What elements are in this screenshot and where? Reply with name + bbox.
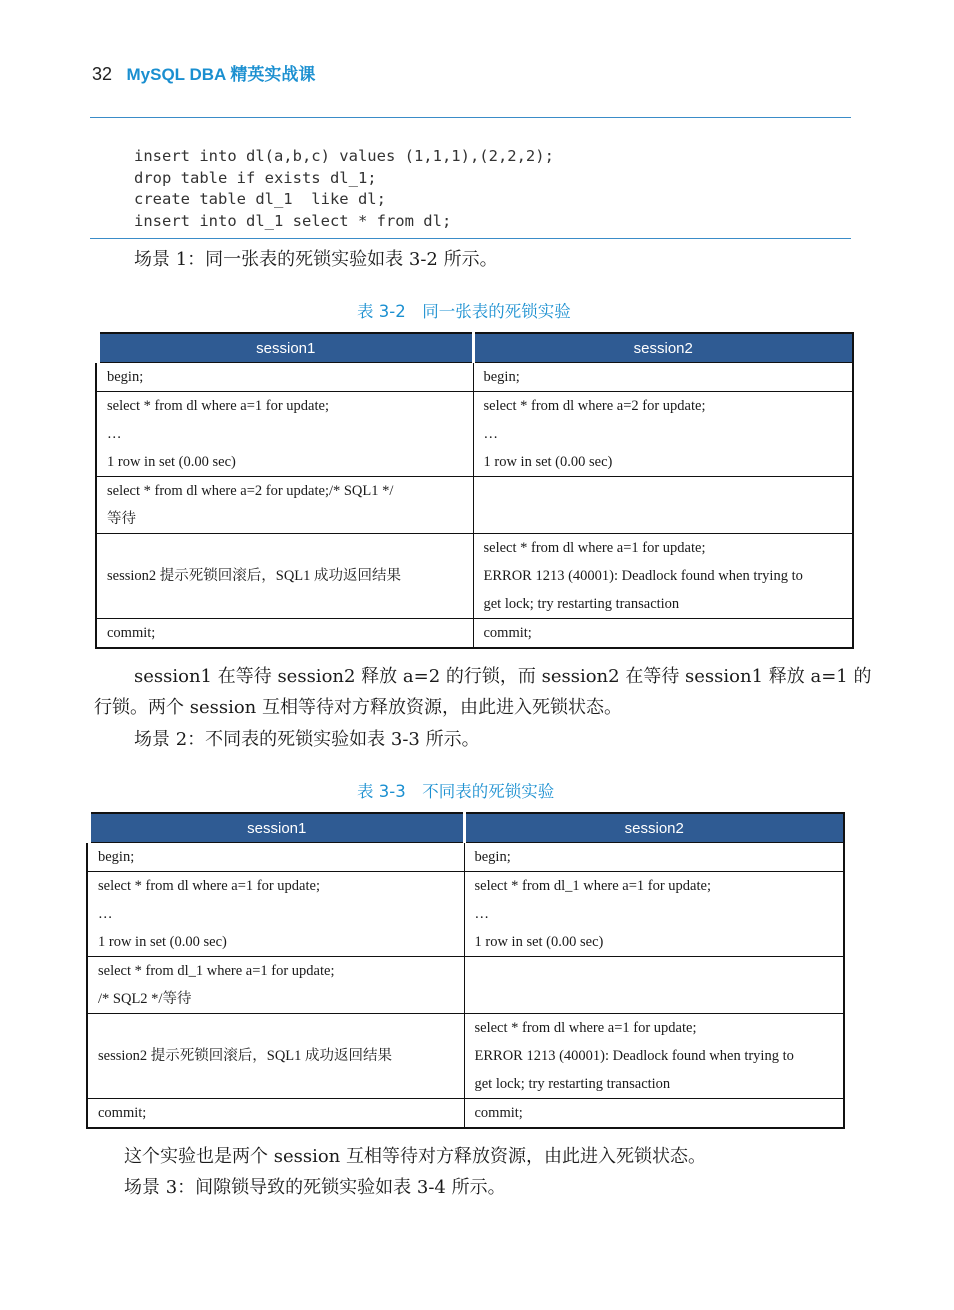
session2-cell (464, 843, 844, 872)
code-line: insert into dl(a,b,c) values (1,1,1),(2,2,2); (134, 147, 554, 165)
column-header: session2 (473, 333, 853, 363)
session1-cell (96, 534, 473, 619)
cell-line: … (483, 426, 498, 442)
session1-cell (87, 872, 464, 957)
cell-line: … (107, 426, 122, 442)
session1-cell (87, 1099, 464, 1129)
cell-line: 1 row in set (0.00 sec) (98, 934, 227, 950)
cell-line: begin; (483, 369, 520, 385)
table-row (96, 392, 853, 477)
cell-line: 1 row in set (0.00 sec) (107, 454, 236, 470)
session2-cell (473, 619, 853, 649)
page-number: 32 (92, 64, 113, 84)
cell-line: select * from dl where a=1 for update; (107, 398, 329, 414)
cell-line: commit; (98, 1105, 147, 1121)
cell-line: session2 提示死锁回滚后，SQL1 成功返回结果 (107, 568, 402, 584)
cell-line: /* SQL2 */等待 (98, 991, 192, 1007)
cell-line: select * from dl where a=1 for update; (483, 540, 706, 556)
analysis-line-1: session1 在等待 session2 释放 a=2 的行锁，而 session2 在等待 session1 释放 a=1 的 (134, 666, 872, 687)
cell-line: select * from dl where a=1 for update; (474, 1020, 697, 1036)
session1-cell (87, 1014, 464, 1099)
table-row (87, 843, 844, 872)
table-row (87, 1014, 844, 1099)
deadlock-table-same (92, 332, 854, 649)
table-row (96, 619, 853, 649)
column-header: session1 (96, 333, 473, 363)
cell-line: ERROR 1213 (40001): Deadlock found when trying to (474, 1048, 794, 1064)
cell-line: select * from dl where a=1 for update; (98, 878, 320, 894)
code-bottom-rule (90, 238, 851, 239)
code-top-rule (90, 117, 851, 118)
cell-line: ERROR 1213 (40001): Deadlock found when trying to (483, 568, 803, 584)
session2-cell (464, 1099, 844, 1129)
deadlock-table-different (83, 812, 845, 1129)
session2-cell (464, 872, 844, 957)
cell-line: begin; (98, 849, 135, 865)
conclusion-line: 这个实验也是两个 session 互相等待对方释放资源，由此进入死锁状态。 (124, 1146, 706, 1167)
cell-line: … (98, 906, 113, 922)
session1-cell (96, 392, 473, 477)
book-title: MySQL DBA 精英实战课 (126, 65, 316, 84)
session2-cell (473, 534, 853, 619)
session1-cell (87, 843, 464, 872)
table-row (87, 872, 844, 957)
scene1-intro: 场景 1：同一张表的死锁实验如表 3-2 所示。 (134, 249, 498, 270)
cell-line: session2 提示死锁回滚后，SQL1 成功返回结果 (98, 1048, 393, 1064)
session2-cell (464, 1014, 844, 1099)
session1-cell (96, 477, 473, 534)
table-row (96, 363, 853, 392)
analysis-line-2: 行锁。两个 session 互相等待对方释放资源，由此进入死锁状态。 (94, 697, 622, 718)
cell-line: select * from dl_1 where a=1 for update; (98, 963, 335, 979)
cell-line: get lock; try restarting transaction (483, 596, 680, 612)
session2-cell (464, 957, 844, 1014)
cell-line: commit; (107, 625, 156, 641)
cell-line: 等待 (107, 511, 136, 527)
cell-line: select * from dl where a=2 for update; (483, 398, 706, 414)
cell-line: … (474, 906, 489, 922)
column-header: session2 (464, 813, 844, 843)
table-row (87, 1099, 844, 1129)
session2-cell (473, 477, 853, 534)
table1-caption: 表 3-2 同一张表的死锁实验 (357, 302, 571, 321)
session1-cell (96, 363, 473, 392)
cell-line: commit; (474, 1105, 523, 1121)
cell-line: begin; (107, 369, 144, 385)
cell-line: get lock; try restarting transaction (474, 1076, 671, 1092)
scene3-intro: 场景 3：间隙锁导致的死锁实验如表 3-4 所示。 (124, 1177, 506, 1198)
table-row (96, 534, 853, 619)
table-row (96, 477, 853, 534)
cell-line: select * from dl_1 where a=1 for update; (474, 878, 711, 894)
running-header (92, 60, 315, 85)
code-line: create table dl_1 like dl; (134, 190, 386, 208)
cell-line: commit; (483, 625, 532, 641)
column-header: session1 (87, 813, 464, 843)
cell-line: select * from dl where a=2 for update;/* SQL1 */ (107, 483, 394, 499)
code-block (134, 146, 554, 232)
session2-cell (473, 392, 853, 477)
cell-line: 1 row in set (0.00 sec) (474, 934, 604, 950)
cell-line: 1 row in set (0.00 sec) (483, 454, 613, 470)
cell-line: begin; (474, 849, 511, 865)
code-line: drop table if exists dl_1; (134, 168, 377, 187)
table2-caption: 表 3-3 不同表的死锁实验 (357, 782, 555, 801)
scene2-intro: 场景 2：不同表的死锁实验如表 3-3 所示。 (134, 729, 480, 750)
code-line: insert into dl_1 select * from dl; (134, 211, 452, 230)
session1-cell (87, 957, 464, 1014)
table-row (87, 957, 844, 1014)
session1-cell (96, 619, 473, 649)
session2-cell (473, 363, 853, 392)
